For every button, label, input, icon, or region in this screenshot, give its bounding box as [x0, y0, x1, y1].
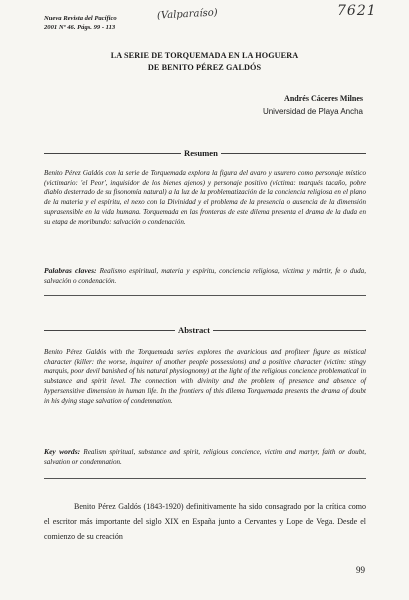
- journal-header: [44, 15, 117, 32]
- author-affiliation: Universidad de Playa Ancha: [262, 107, 363, 116]
- abstract-keywords-text: Realism spiritual, substance and spirit, religious concience, victim and martyr, faith or doubt, salvation or condemnation.: [44, 448, 366, 466]
- resumen-text: Benito Pérez Galdós con la serie de Torquemada explora la figura del avaro y usurero como personaje místico (victimario: 'el Peor', inquisidor de los bienes ajenos) y personaje positivo (víctima: marqués tacaño, pobre diablo desterrado de su fisonomía natural) a la luz de la problematización de la conciencia religiosa en el plano de la materia y el espíritu, el nexo con la Divinidad y el problema de la presencia o ausencia de la dimensión suprasensible en la vida humana. Torquemada en las fronteras de este dilema presenta el drama de la duda en su etapa de moribundo: salvación o condenación.: [44, 169, 366, 226]
- abstract-heading: Abstract: [175, 325, 213, 335]
- resumen-keywords-label: Palabras claves:: [44, 266, 97, 275]
- resumen-end-rule: [44, 295, 366, 296]
- handwritten-place-note: (Valparaíso): [156, 7, 218, 22]
- handwritten-catalog-number: 7621: [337, 3, 377, 19]
- abstract-text: Benito Pérez Galdós with the Torquemada series explores the avaricious and profiteer figure as mistical character (killer: the worse, inquirer of another people possessions) and a positive character (victim: stingy marquis, poor devil banished of his natural physiognomy) at the light of the religious concience problematical in substance and spirit level. The connection with divinity and the problem of presence and absence of hypersensitive dimension in human life. In the frontiers of this dilema Torquemada presents the drama of doubt in his dying stage salvation of condemnation.: [44, 348, 366, 405]
- body-paragraph: Benito Pérez Galdós (1843-1920) definitivamente ha sido consagrado por la crítica como el escritor más importante del siglo XIX en España junto a Cervantes y Lope de Vega. Desde el comienzo de su creación: [44, 502, 366, 541]
- abstract-separator: [44, 325, 366, 335]
- journal-name: Nueva Revista del Pacífico: [44, 15, 117, 22]
- author-name: Andrés Cáceres Milnes: [284, 94, 363, 103]
- page-number: 99: [356, 565, 365, 575]
- article-title-line-2: DE BENITO PÉREZ GALDÓS: [147, 63, 262, 72]
- abstract-keywords-label: Key words:: [44, 447, 81, 456]
- article-title-line-1: LA SERIE DE TORQUEMADA EN LA HOGUERA: [110, 51, 299, 60]
- resumen-separator: [44, 148, 366, 158]
- abstract-end-rule: [44, 478, 366, 479]
- abstract-keywords: [44, 447, 366, 467]
- resumen-heading: Resumen: [181, 148, 221, 158]
- journal-issue: 2001 Nº 46. Págs. 99 - 113: [44, 23, 116, 31]
- article-title: [0, 50, 409, 74]
- resumen-keywords: [44, 266, 366, 286]
- resumen-keywords-text: Realismo espiritual, materia y espíritu, conciencia religiosa, víctima y mártir, fe o duda, salvación o condenación.: [44, 267, 367, 285]
